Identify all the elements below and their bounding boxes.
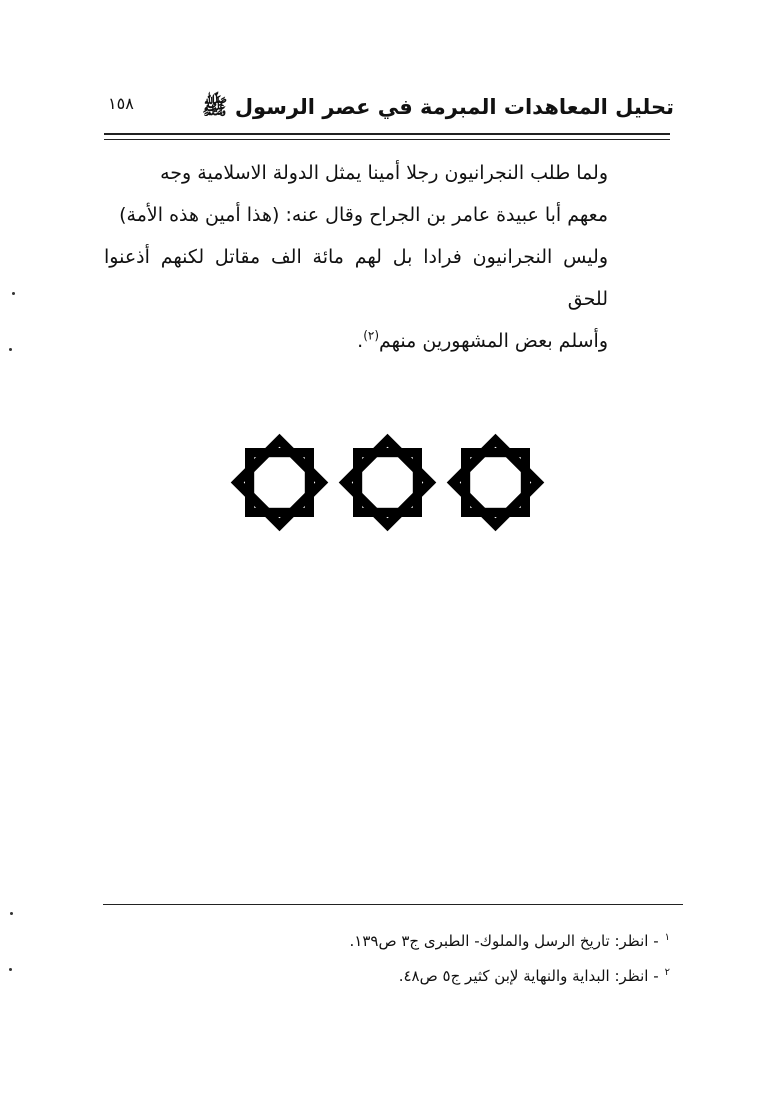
octagram-knot-icon <box>222 425 337 540</box>
footnote-separator <box>103 904 683 905</box>
footnote-number: ٢ <box>664 967 670 978</box>
octagram-knot-icon <box>330 425 445 540</box>
body-line: ولما طلب النجرانيون رجلا أمينا يمثل الدولة الاسلامية وجه <box>160 162 608 184</box>
sentence-end: . <box>357 330 364 352</box>
footnote-number: ١ <box>664 932 670 943</box>
page-number: ١٥٨ <box>108 94 134 113</box>
ornament-divider <box>222 425 552 540</box>
body-paragraph <box>104 152 608 362</box>
footnotes <box>290 922 670 992</box>
footnote-reference: (٢) <box>363 328 380 343</box>
header-rule-thick <box>104 133 670 135</box>
body-line-last <box>104 320 608 362</box>
footnote-item <box>290 922 670 957</box>
footnote-text: - انظر: البداية والنهاية لإبن كثير ج٥ ص٤٨. <box>398 967 659 985</box>
header-rule-thin <box>104 139 670 140</box>
scan-speck <box>12 292 15 295</box>
scan-speck <box>9 348 12 351</box>
body-line: وليس النجرانيون فرادا بل لهم مائة الف مقاتل لكنهم أذعنوا للحق <box>104 246 608 310</box>
footnote-item <box>290 957 670 992</box>
scan-speck <box>10 912 13 915</box>
octagram-knot-icon <box>438 425 553 540</box>
body-line-text: وأسلم بعض المشهورين منهم <box>379 330 608 352</box>
page-header-title: تحليل المعاهدات المبرمة في عصر الرسول ﷺ <box>202 95 674 119</box>
footnote-text: - انظر: تاريخ الرسل والملوك- الطبرى ج٣ ص١٣٩. <box>349 932 659 950</box>
body-line: معهم أبا عبيدة عامر بن الجراح وقال عنه: (هذا أمين هذه الأمة) <box>119 204 608 226</box>
scan-speck <box>9 968 12 971</box>
